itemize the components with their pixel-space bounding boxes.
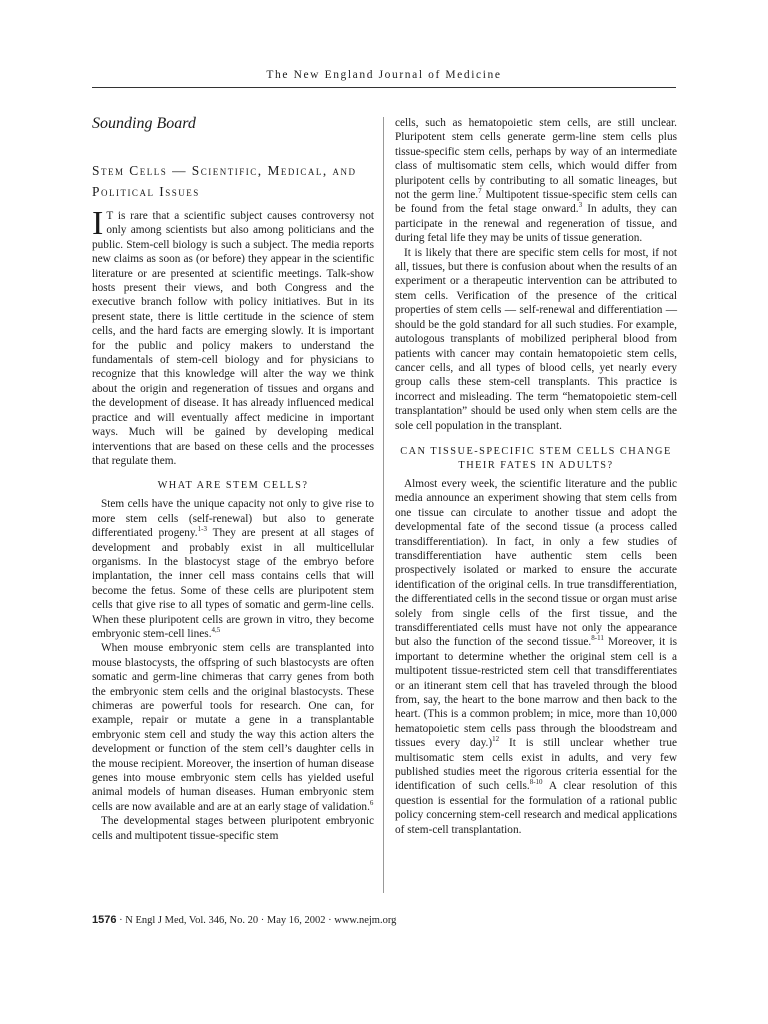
text-run: cells, such as hematopoietic stem cells, are still unclear. Pluripotent stem cells generate germ-line stem cells plus tissue-specific stem cells, perhaps by way of an intermediate class of multisomatic stem cells, which would differ from pluripotent cells by contributing to all somatic lineages, but not the germ line. bbox=[395, 117, 677, 202]
reference-sup: 12 bbox=[492, 735, 500, 744]
drop-cap: I bbox=[92, 205, 104, 242]
text-run: A clear resolution of this question is essential for the formulation of a rational public policy concerning stem-cell research and medical applications of stem-cell transplantation. bbox=[395, 780, 677, 836]
reference-sup: 4,5 bbox=[211, 626, 221, 635]
paragraph bbox=[92, 641, 374, 814]
reference-sup: 8-11 bbox=[591, 634, 604, 643]
page-number: 1576 bbox=[92, 914, 117, 926]
footer-citation: · N Engl J Med, Vol. 346, No. 20 · May 16, 2002 · www.nejm.org bbox=[116, 915, 397, 926]
text-run: It is still unclear whether true multisomatic stem cells exist in adults, and very few published studies meet the rigorous criteria essential for the identification of such cells. bbox=[395, 737, 677, 793]
text-run: Moreover, it is important to determine whether the original stem cell is a multipotent tissue-restricted stem cell that transdifferentiates or an itinerant stem cell that has traveled through the blood from, say, the heart to the bone marrow and then back to the heart. (This is a common problem; in mice, more than 10,000 hematopoietic stem cells pass through the bloodstream and tissues every day.) bbox=[395, 636, 677, 750]
text-run: Stem cells have the unique capacity not only to give rise to more stem cells (self-renewal) but also to generate differentiated progeny. bbox=[92, 498, 374, 540]
left-column bbox=[92, 114, 374, 843]
paragraph-continued bbox=[92, 814, 374, 843]
reference-sup: 6 bbox=[369, 799, 374, 808]
header-rule bbox=[92, 87, 676, 88]
section-heading-what-are-stem-cells: WHAT ARE STEM CELLS? bbox=[157, 480, 309, 492]
text-run: When mouse embryonic stem cells are transplanted into mouse blastocysts, the offspring of such blastocysts are often somatic and germ-line chimeras that carry genes from both the embryonic stem cells and the original blastocysts. These chimeras are powerful tools for research. One can, for example, repair or mutate a gene in a transplantable embryonic stem cell and study the way this action alters the development or function of the stem cell’s daughter cells in the mouse recipient. Moreover, the insertion of human disease genes into mouse embryonic stem cells has yielded useful animal models of human diseases. Human embryonic stem cells are now available and are at an early stage of validation. bbox=[92, 642, 374, 813]
section-heading-transdifferentiation: CAN TISSUE-SPECIFIC STEM CELLS CHANGE THEIR FATES IN ADULTS? bbox=[400, 445, 672, 471]
article-title: Stem Cells — Scientific, Medical, and Political Issues bbox=[92, 163, 357, 199]
text-run: In adults, they can participate in the renewal and regeneration of tissue, and during fetal life they may be units of tissue generation. bbox=[395, 203, 677, 245]
intro-paragraph bbox=[92, 205, 374, 468]
reference-sup: 8-10 bbox=[529, 778, 543, 787]
paragraph-continuation bbox=[395, 116, 677, 246]
journal-header: The New England Journal of Medicine bbox=[266, 69, 502, 81]
text-run: Multipotent tissue-specific stem cells can be found from the fetal stage onward. bbox=[395, 189, 677, 216]
text-run-first: The developmental stages between pluripotent embryonic cells and multipotent tissue-specific stem bbox=[92, 815, 374, 842]
text-run: Almost every week, the scientific literature and the public media announce an experiment showing that stem cells from one tissue can circulate to another tissue and adopt the developmental fate of the second tissue (a process called transdifferentiation). In fact, in only a few studies of transdifferentiation have authentic stem cells been prospectively isolated or marked to ensure the accurate identification of the original cells. In true transdifferentiation, the differentiated cells in the second tissue or organ must arise solely from single cells of the first tissue, and the transdifferentiated cells must have not only the appearance but also the function of the second tissue. bbox=[395, 477, 677, 649]
reference-sup: 1-3 bbox=[197, 525, 207, 534]
section-label: Sounding Board bbox=[92, 115, 196, 132]
intro-text: T is rare that a scientific subject causes controversy not only among scientists but also among politicians and the public. Stem-cell biology is such a subject. The media reports new claims as soon as (or before) they appear in the scientific literature or are presented at scientific meetings. Talk-show hosts present their views, and both Congress and the executive branch follow with policy initiatives. But in its present state, there is little certitude in the science of stem cells, and the hard facts are emerging slowly. It is important for the public and policy makers to understand the fundamentals of stem-cell biology and for physicians to recognize that this knowledge will alter the way we think about the origin and regeneration of tissues and organs and the development of disease. It has already influenced medical practice and will eventually affect medicine in important ways. Much will be gained by developing medical interventions that are based on these cells and the processes that regulate them. bbox=[92, 210, 374, 467]
paragraph: It is likely that there are specific stem cells for most, if not all, tissues, but there is confusion about when the results of an experiment or a therapeutic intervention can be attributed to stem cells. Verification of the presence of the critical properties of stem cells — self-renewal and differentiation — should be the gold standard for all such studies. For example, autologous transplants of mobilized peripheral blood from patients with cancer may contain hematopoietic stem cells, cancer cells, and all types of blood cells, yet nearly every group calls these stem-cell transplants. This practice is incorrect and misleading. The term “hematopoietic stem-cell transplantation” should be used only when stem cells are the sole cell population in the transplant. bbox=[395, 246, 677, 432]
right-column bbox=[395, 116, 677, 837]
page-footer bbox=[92, 914, 676, 926]
column-divider bbox=[383, 117, 384, 893]
reference-sup: 7 bbox=[478, 187, 482, 196]
reference-sup: 3 bbox=[578, 201, 583, 210]
paragraph bbox=[92, 497, 374, 641]
text-run: They are present at all stages of development and probably exist in all multicellular organisms. In the blastocyst stage of the embryo before implantation, the inner cell mass contains cells that will become the fetus. Some of these cells are pluripotent stem cells that give rise to all types of somatic and germ-line cells. When these pluripotent cells are grown in vitro, they become embryonic stem-cell lines. bbox=[92, 527, 374, 640]
paragraph bbox=[395, 477, 677, 837]
